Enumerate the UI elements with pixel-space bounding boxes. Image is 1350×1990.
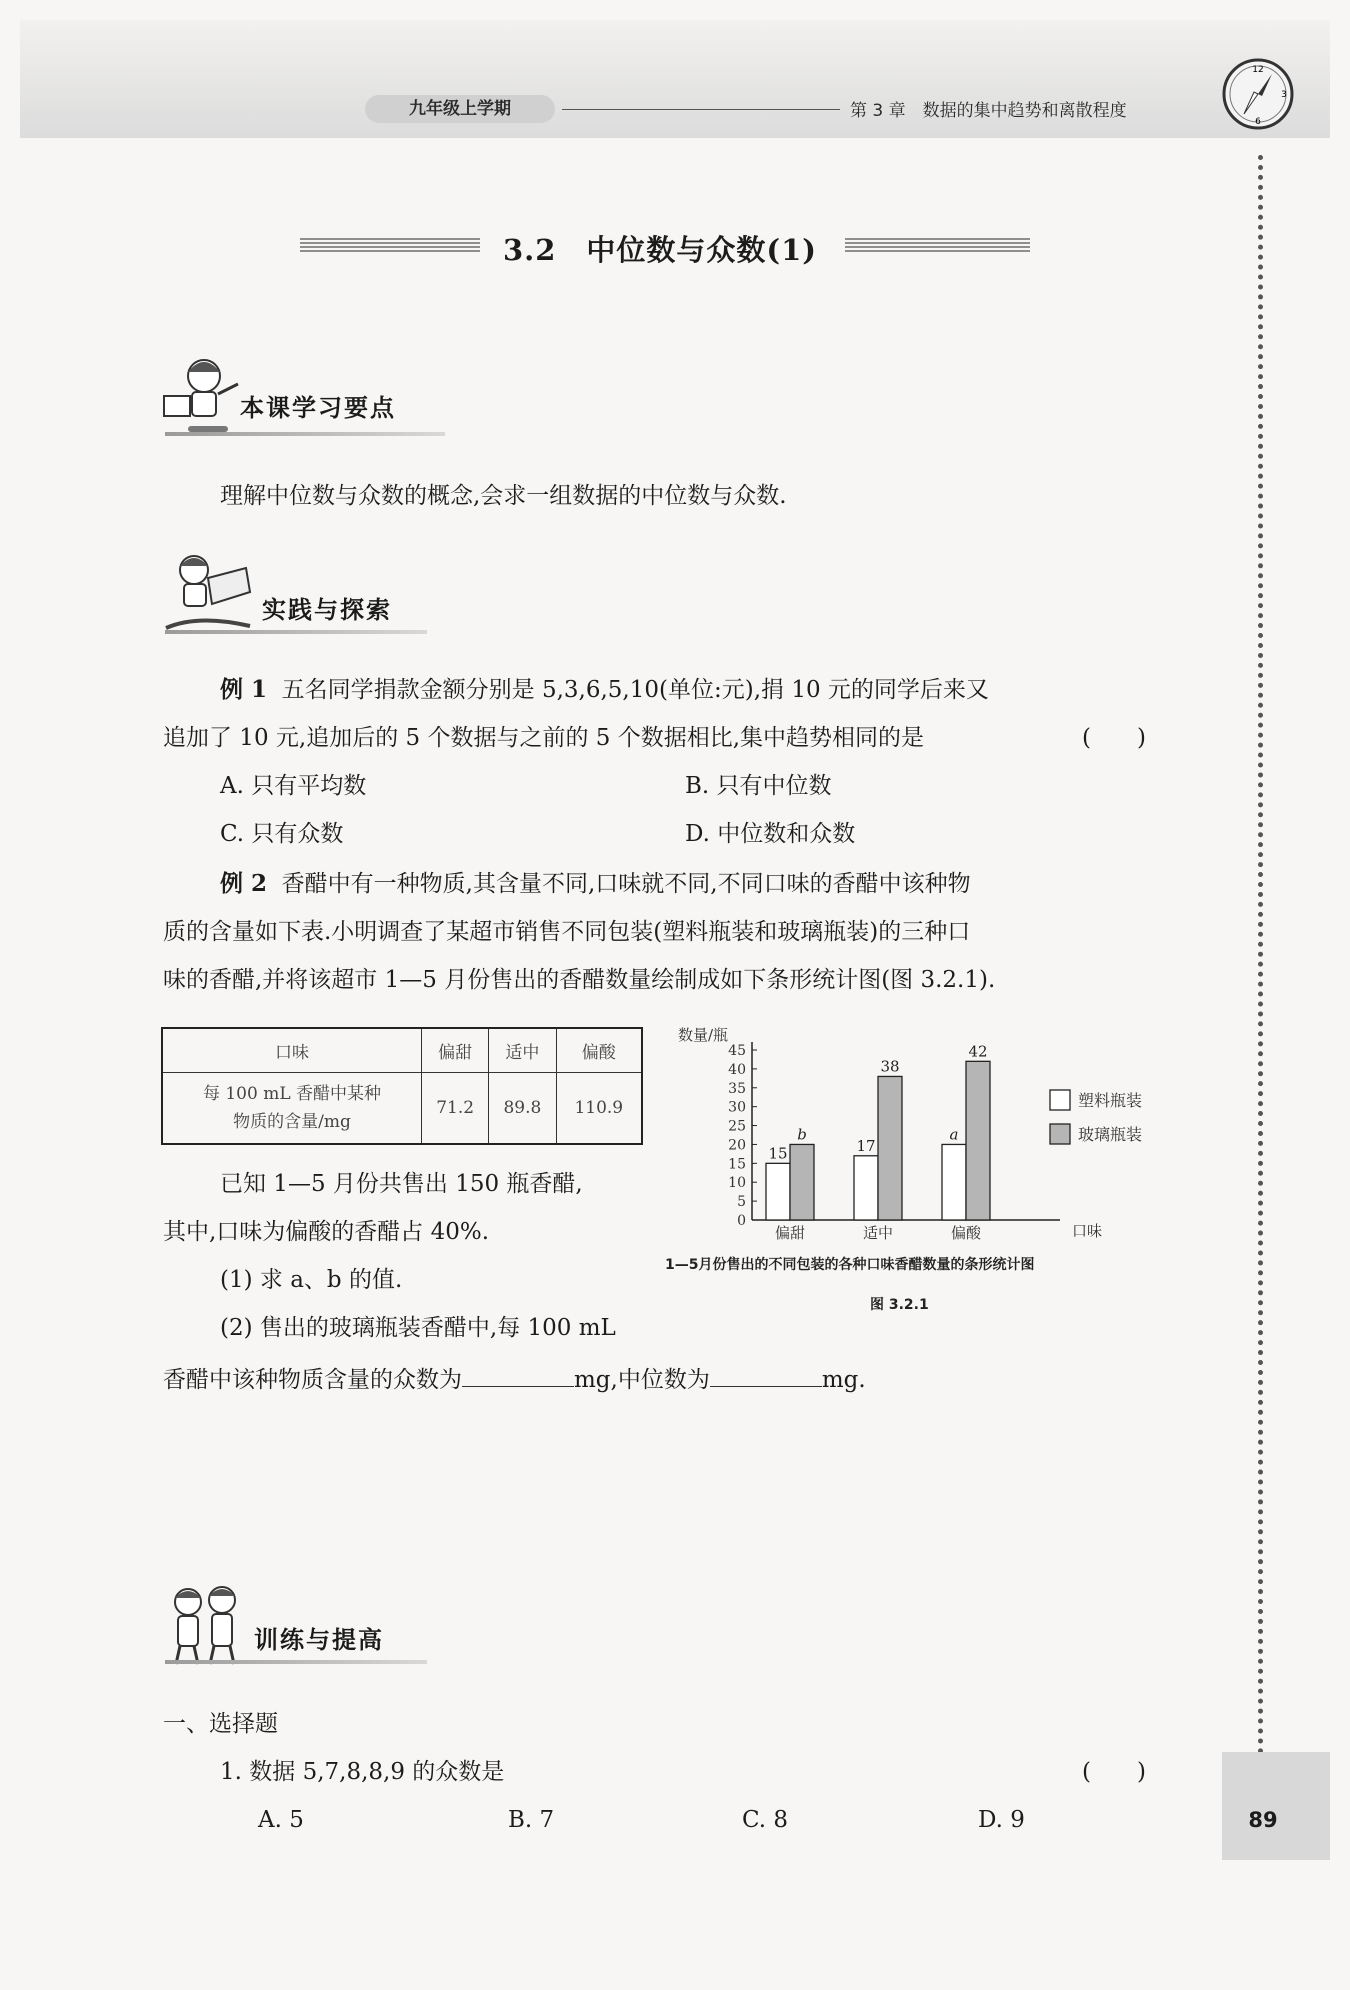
- given-line1: 已知 1—5 月份共售出 150 瓶香醋,: [220, 1171, 583, 1197]
- y-tick-label: 30: [728, 1099, 746, 1116]
- y-tick-label: 35: [728, 1080, 746, 1097]
- given-line2: 其中,口味为偏酸的香醋占 40%.: [163, 1219, 490, 1245]
- section-rule: [165, 630, 427, 634]
- bar-plastic: [766, 1163, 790, 1220]
- y-axis-label: 数量/瓶: [678, 1026, 729, 1044]
- section-rule: [165, 432, 445, 436]
- example2-line3: 味的香醋,并将该超市 1—5 月份售出的香醋数量绘制成如下条形统计图(图 3.2.1).: [163, 967, 996, 993]
- question-2-line1: (2) 售出的玻璃瓶装香醋中,每 100 mL: [220, 1315, 616, 1341]
- example2-tag: 例 2: [220, 870, 268, 897]
- table-cell-medium: 89.8: [489, 1072, 556, 1144]
- bar-plastic: [942, 1144, 966, 1220]
- title-bars-right: [845, 238, 1030, 254]
- legend-swatch: [1050, 1090, 1070, 1110]
- table-header-medium: 适中: [489, 1028, 556, 1072]
- example1-text-1: 五名同学捐款金额分别是 5,3,6,5,10(单位:元),捐 10 元的同学后来又: [281, 677, 989, 703]
- question-2-text-b: mg,中位数为: [574, 1367, 710, 1393]
- data-label: 42: [968, 1042, 988, 1061]
- svg-text:12: 12: [1252, 65, 1264, 75]
- table-header-sour: 偏酸: [556, 1028, 642, 1072]
- exercise-1-bracket: ( ): [1082, 1759, 1146, 1785]
- answer-blank-median[interactable]: [710, 1358, 822, 1387]
- exercise-1-option-c: C. 8: [742, 1807, 789, 1833]
- data-label: a: [949, 1125, 959, 1144]
- x-tick-label: 偏甜: [774, 1224, 806, 1242]
- y-tick-label: 40: [728, 1061, 746, 1078]
- question-1: (1) 求 a、b 的值.: [220, 1267, 403, 1293]
- svg-text:6: 6: [1255, 117, 1261, 127]
- exercise-1-question: 1. 数据 5,7,8,8,9 的众数是: [220, 1759, 505, 1785]
- y-tick-label: 0: [737, 1213, 746, 1229]
- data-label: 38: [880, 1057, 900, 1076]
- section-heading-training: 训练与提高: [254, 1626, 384, 1654]
- example2-line1: [220, 860, 971, 908]
- bar-glass: [790, 1144, 814, 1220]
- y-tick-label: 45: [728, 1043, 746, 1059]
- exercise-1-option-d: D. 9: [978, 1807, 1025, 1833]
- flavor-content-table: [161, 1027, 643, 1145]
- example1-tag: 例 1: [220, 676, 268, 703]
- exercise-1-option-b: B. 7: [508, 1807, 555, 1833]
- bar-glass: [878, 1076, 902, 1220]
- x-tick-label: 偏酸: [950, 1224, 982, 1242]
- section-heading-key-points: 本课学习要点: [240, 394, 396, 422]
- chart-title: 1—5月份售出的不同包装的各种口味香醋数量的条形统计图: [665, 1257, 1035, 1273]
- table-header-flavor: 口味: [162, 1028, 422, 1072]
- bar-glass: [966, 1061, 990, 1220]
- key-points-text: 理解中位数与众数的概念,会求一组数据的中位数与众数.: [220, 483, 787, 509]
- data-label: b: [797, 1125, 807, 1144]
- example1-line2: 追加了 10 元,追加后的 5 个数据与之前的 5 个数据相比,集中趋势相同的是: [163, 725, 925, 751]
- page-tab: [1222, 1752, 1330, 1860]
- table-cell-sweet: 71.2: [422, 1072, 489, 1144]
- page-number: 89: [1248, 1808, 1278, 1832]
- svg-text:3: 3: [1281, 90, 1287, 100]
- answer-blank-mode[interactable]: [462, 1358, 574, 1387]
- example2-line2: 质的含量如下表.小明调查了某超市销售不同包装(塑料瓶装和玻璃瓶装)的三种口: [163, 919, 971, 945]
- chapter-title: 第 3 章 数据的集中趋势和离散程度: [850, 101, 1127, 121]
- y-tick-label: 20: [728, 1137, 746, 1154]
- lesson-title: 3.2 中位数与众数(1): [502, 233, 818, 267]
- student-skateboard-icon: [158, 548, 258, 638]
- table-row-label: [162, 1072, 422, 1144]
- x-tick-label: 适中: [862, 1224, 894, 1242]
- data-label: 15: [768, 1144, 788, 1163]
- question-2-text-c: mg.: [821, 1367, 866, 1393]
- table-cell-sour: 110.9: [556, 1072, 642, 1144]
- figure-label: 图 3.2.1: [870, 1297, 929, 1313]
- table-header-sweet: 偏甜: [422, 1028, 489, 1072]
- example1-answer-bracket: ( ): [1082, 725, 1146, 751]
- x-axis-label: 口味: [1072, 1222, 1103, 1240]
- exercise-1-option-a: A. 5: [258, 1807, 304, 1833]
- table-row-label-line1: 每 100 mL 香醋中某种: [202, 1083, 382, 1104]
- example1-option-d: D. 中位数和众数: [685, 821, 856, 847]
- section-heading-practice: 实践与探索: [262, 596, 392, 624]
- student-reading-icon: [158, 350, 248, 440]
- exercise-heading: 一、选择题: [163, 1711, 278, 1737]
- y-tick-label: 15: [728, 1156, 746, 1173]
- section-rule: [165, 1660, 427, 1664]
- legend-label: 玻璃瓶装: [1078, 1125, 1143, 1144]
- question-2-text-a: 香醋中该种物质含量的众数为: [163, 1367, 462, 1393]
- compass-clock-icon: [1220, 56, 1296, 132]
- example1-option-c: C. 只有众数: [220, 821, 344, 847]
- example1-line1: [220, 666, 989, 714]
- table-row-label-line2: 物质的含量/mg: [233, 1111, 351, 1132]
- legend-swatch: [1050, 1124, 1070, 1144]
- y-tick-label: 25: [728, 1118, 746, 1135]
- grade-label: 九年级上学期: [365, 95, 555, 123]
- two-students-icon: [160, 1580, 250, 1670]
- question-2-line2: [163, 1356, 866, 1404]
- y-tick-label: 5: [737, 1194, 746, 1211]
- example1-option-a: A. 只有平均数: [220, 773, 367, 799]
- bar-chart: [660, 1018, 1180, 1248]
- header-divider: [562, 109, 840, 110]
- example1-option-b: B. 只有中位数: [685, 773, 832, 799]
- example2-text-1: 香醋中有一种物质,其含量不同,口味就不同,不同口味的香醋中该种物: [281, 871, 971, 897]
- bar-plastic: [854, 1156, 878, 1220]
- y-tick-label: 10: [728, 1175, 746, 1192]
- header-band: [20, 20, 1330, 138]
- title-bars-left: [300, 238, 480, 254]
- margin-dotted-line: [1258, 155, 1263, 1755]
- legend-label: 塑料瓶装: [1078, 1091, 1143, 1110]
- data-label: 17: [856, 1136, 876, 1155]
